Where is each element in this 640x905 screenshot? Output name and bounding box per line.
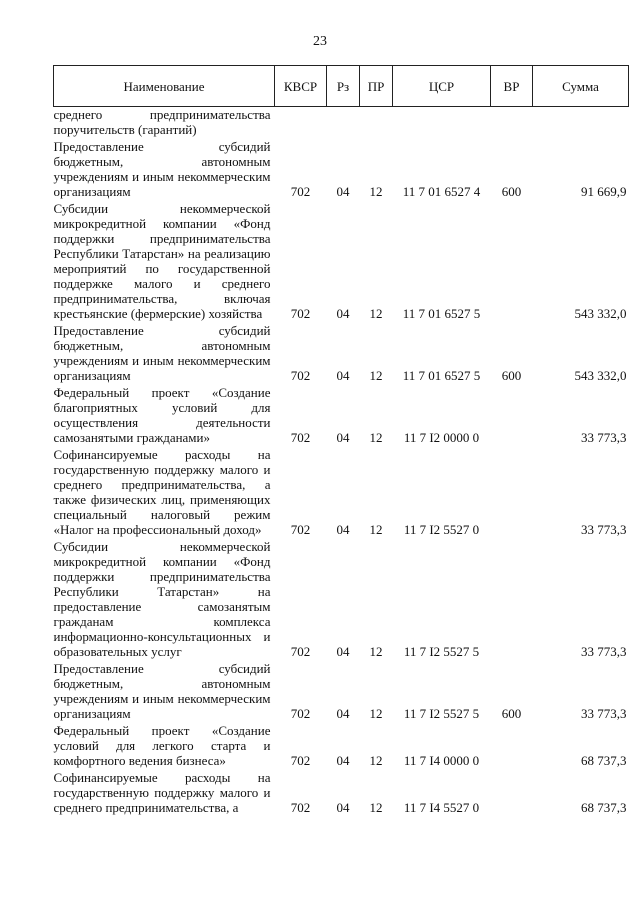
row-name: среднего предпринимательства поручительств (гарантий) [53, 107, 271, 137]
row-kvsr: 702 [290, 800, 311, 815]
row-pr: 12 [369, 753, 383, 768]
table-row [54, 385, 629, 447]
table-row [54, 447, 629, 539]
row-vr [491, 201, 533, 323]
row-kvsr: 702 [290, 706, 311, 721]
row-rz: 04 [336, 800, 350, 815]
row-sum: 33 773,3 [581, 706, 627, 721]
row-csr: 11 7 01 6527 4 [402, 184, 481, 199]
table-row [54, 723, 629, 770]
row-name: Субсидии некоммерческой микрокредитной компании «Фонд поддержки предпринимательства Республики Татарстан» на реализацию мероприятий по государственной поддержке малого и среднего предпринимательства, включая крестьянские (фермерские) хозяйства [53, 201, 271, 321]
table-header-row [54, 66, 629, 107]
row-kvsr: 702 [290, 753, 311, 768]
row-csr: 11 7 01 6527 5 [402, 306, 481, 321]
row-vr: 600 [501, 706, 522, 721]
row-vr: 600 [501, 368, 522, 383]
row-sum: 543 332,0 [574, 368, 627, 383]
row-pr: 12 [369, 368, 383, 383]
column-header-name: Наименование [54, 66, 275, 107]
table-row [54, 661, 629, 723]
row-vr: 600 [501, 184, 522, 199]
row-pr: 12 [369, 800, 383, 815]
column-header-sum: Сумма [533, 66, 629, 107]
table-row [54, 139, 629, 201]
row-name: Софинансируемые расходы на государственную поддержку малого и среднего предпринимательства, а [53, 770, 271, 815]
row-kvsr: 702 [290, 430, 311, 445]
row-csr: 11 7 I4 5527 0 [403, 800, 480, 815]
row-kvsr [275, 107, 327, 140]
row-rz: 04 [336, 368, 350, 383]
table-row [54, 107, 629, 140]
row-csr: 11 7 I2 0000 0 [403, 430, 480, 445]
row-csr: 11 7 I4 0000 0 [403, 753, 480, 768]
column-header-csr: ЦСР [393, 66, 491, 107]
row-sum: 33 773,3 [581, 644, 627, 659]
table-row [54, 323, 629, 385]
page-number: 23 [313, 34, 327, 49]
row-pr: 12 [369, 522, 383, 537]
row-vr [491, 385, 533, 447]
row-pr: 12 [369, 430, 383, 445]
row-rz: 04 [336, 430, 350, 445]
column-header-kvsr: КВСР [275, 66, 327, 107]
table-row [54, 770, 629, 817]
row-kvsr: 702 [290, 368, 311, 383]
row-vr [491, 723, 533, 770]
row-csr [393, 107, 491, 140]
row-rz: 04 [336, 644, 350, 659]
row-name: Предоставление субсидий бюджетным, автономным учреждениям и иным некоммерческим организациям [53, 661, 271, 721]
row-pr: 12 [369, 644, 383, 659]
table-row [54, 201, 629, 323]
row-rz: 04 [336, 184, 350, 199]
row-csr: 11 7 01 6527 5 [402, 368, 481, 383]
row-pr: 12 [369, 306, 383, 321]
row-sum: 33 773,3 [581, 522, 627, 537]
row-csr: 11 7 I2 5527 5 [403, 706, 480, 721]
row-sum: 33 773,3 [581, 430, 627, 445]
row-rz: 04 [336, 522, 350, 537]
row-kvsr: 702 [290, 184, 311, 199]
row-kvsr: 702 [290, 644, 311, 659]
row-name: Федеральный проект «Создание условий для легкого старта и комфортного ведения бизнеса» [53, 723, 271, 768]
row-vr [491, 447, 533, 539]
row-vr [491, 539, 533, 661]
row-sum: 543 332,0 [574, 306, 627, 321]
row-rz [327, 107, 360, 140]
row-name: Федеральный проект «Создание благоприятных условий для осуществления деятельности самозанятыми гражданами» [53, 385, 271, 445]
row-sum [533, 107, 629, 140]
row-name: Софинансируемые расходы на государственную поддержку малого и среднего предпринимательства, а также физических лиц, применяющих специальный налоговый режим «Налог на профессиональный доход» [53, 447, 271, 537]
row-pr [360, 107, 393, 140]
column-header-pr: ПР [360, 66, 393, 107]
row-name: Субсидии некоммерческой микрокредитной компании «Фонд поддержки предпринимательства Республики Татарстан» на предоставление самозанятым гражданам комплекса информационно-консультационных и образовательных услуг [53, 539, 271, 659]
row-csr: 11 7 I2 5527 0 [403, 522, 480, 537]
row-rz: 04 [336, 753, 350, 768]
row-pr: 12 [369, 184, 383, 199]
row-sum: 68 737,3 [581, 753, 627, 768]
row-name: Предоставление субсидий бюджетным, автономным учреждениям и иным некоммерческим организациям [53, 139, 271, 199]
row-vr [491, 770, 533, 817]
row-name: Предоставление субсидий бюджетным, автономным учреждениям и иным некоммерческим организациям [53, 323, 271, 383]
budget-table [53, 65, 629, 817]
row-rz: 04 [336, 306, 350, 321]
row-sum: 68 737,3 [581, 800, 627, 815]
row-pr: 12 [369, 706, 383, 721]
column-header-vr: ВР [491, 66, 533, 107]
row-vr [491, 107, 533, 140]
column-header-rz: Рз [327, 66, 360, 107]
row-rz: 04 [336, 706, 350, 721]
row-kvsr: 702 [290, 522, 311, 537]
row-csr: 11 7 I2 5527 5 [403, 644, 480, 659]
row-kvsr: 702 [290, 306, 311, 321]
table-row [54, 539, 629, 661]
row-sum: 91 669,9 [581, 184, 627, 199]
